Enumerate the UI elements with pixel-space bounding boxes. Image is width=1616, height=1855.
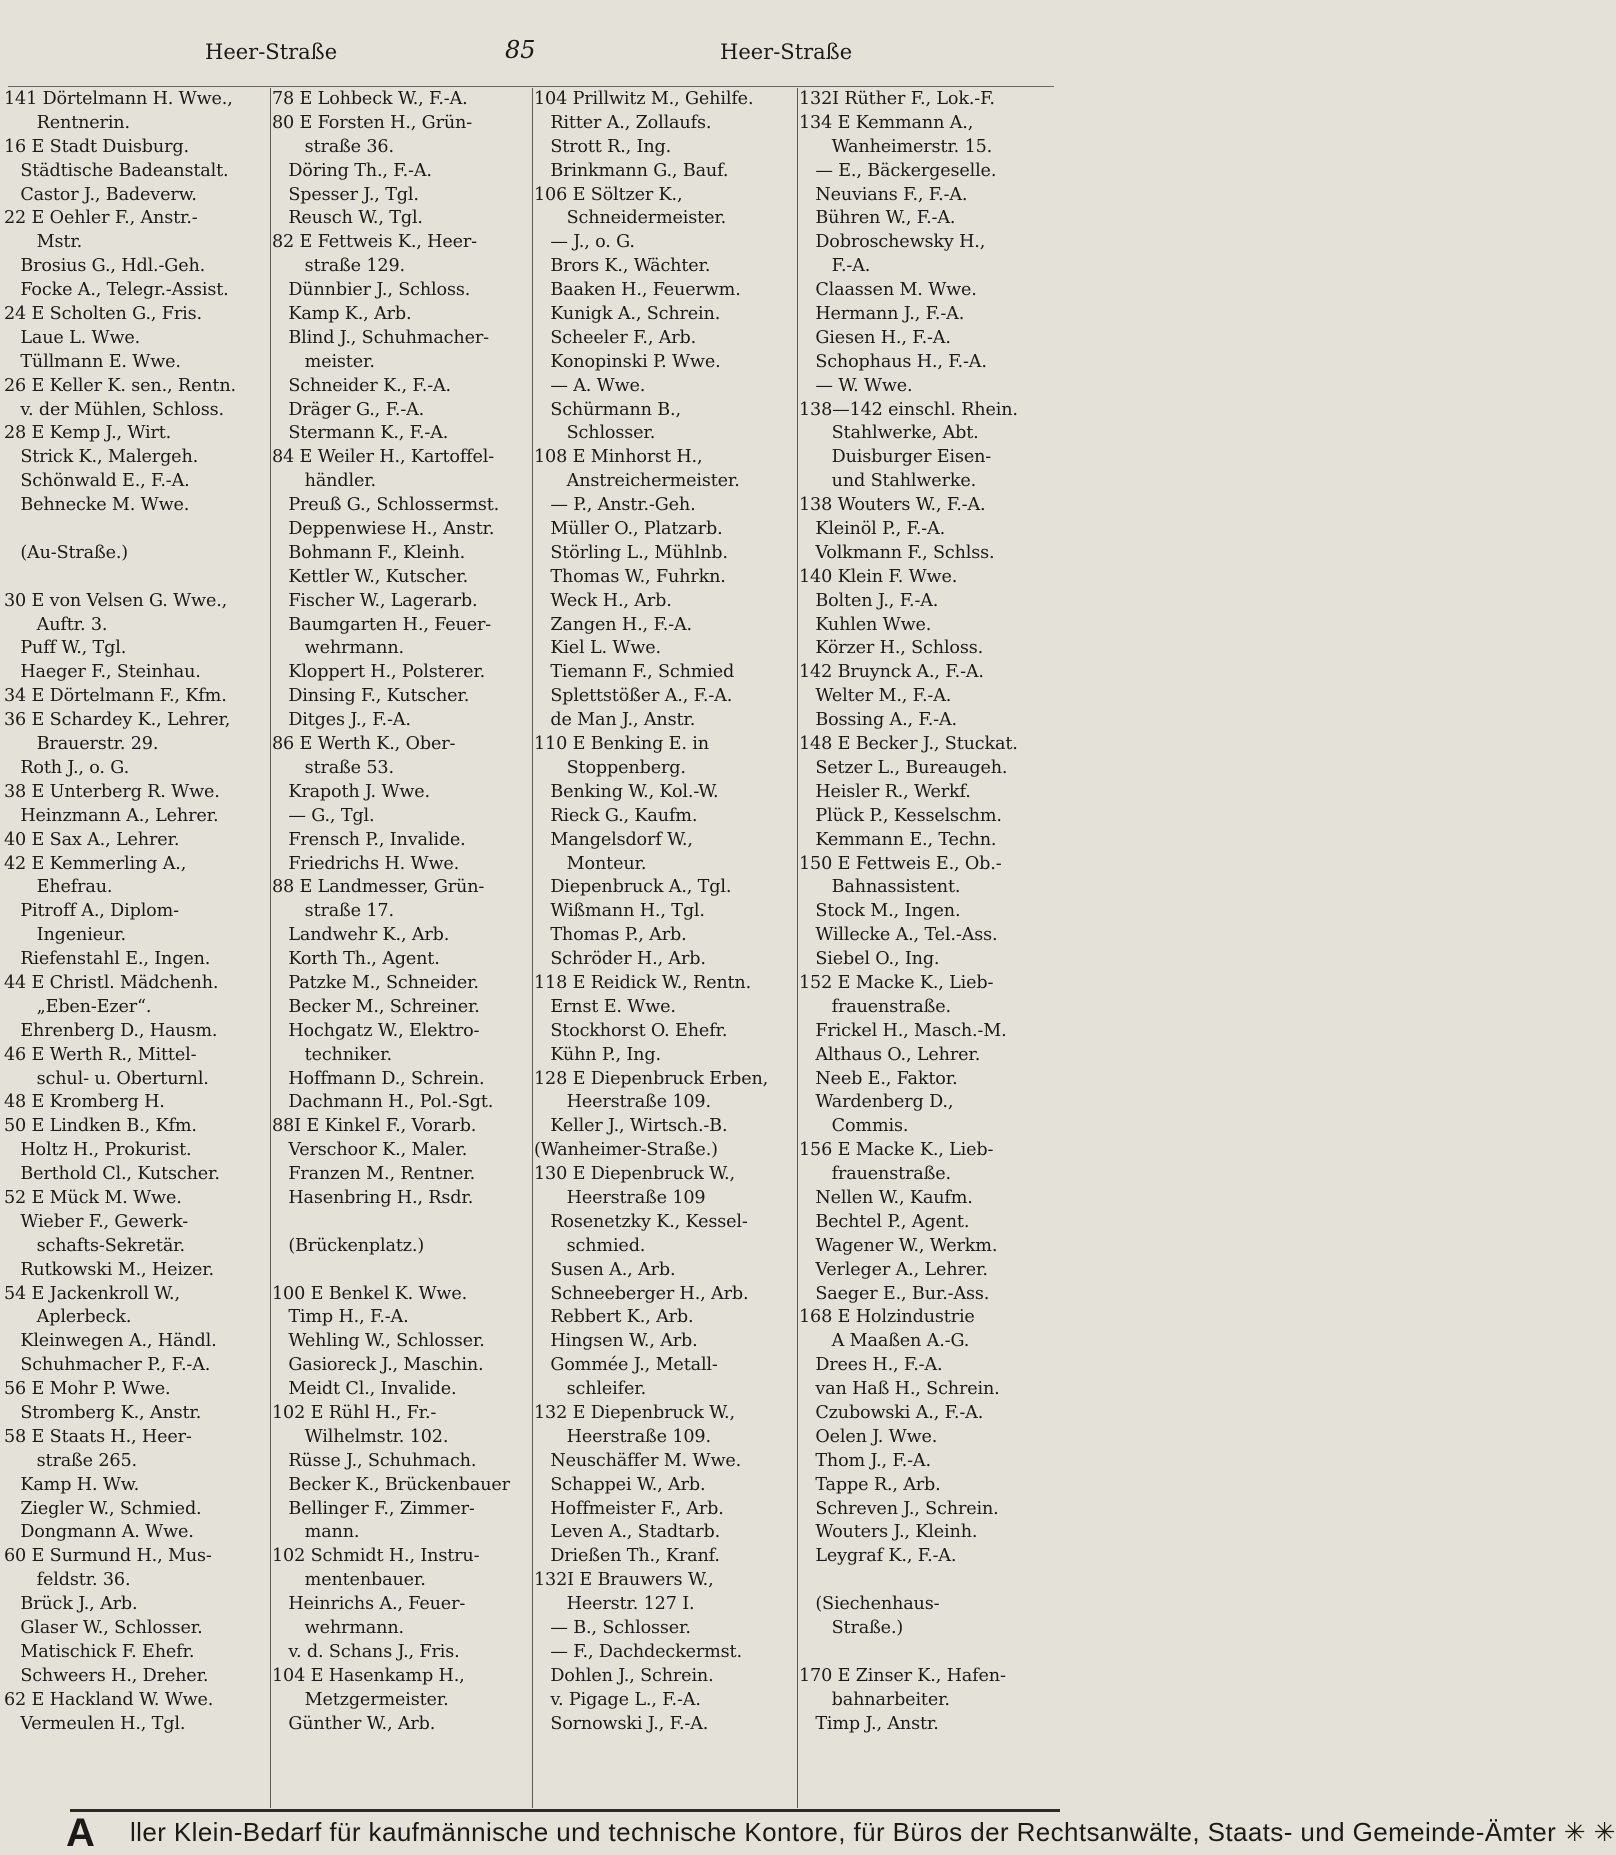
directory-entry: techniker. (272, 1044, 392, 1065)
directory-entry: straße 265. (4, 1450, 137, 1471)
directory-entry: frauenstraße. (799, 1164, 951, 1185)
directory-entry: (Au-Straße.) (4, 542, 129, 563)
directory-entry: wehrmann. (272, 1618, 404, 1638)
directory-entry: mann. (272, 1522, 360, 1543)
directory-entry: Schröder H., Arb. (534, 949, 706, 970)
directory-entry: Ingenieur. (4, 925, 126, 946)
directory-entry: Pitroff A., Diplom- (4, 901, 179, 922)
directory-entry: 168 E Holzindustrie (799, 1307, 975, 1328)
directory-entry: Baaken H., Feuerwm. (534, 280, 741, 301)
directory-entry: Kloppert H., Polsterer. (272, 662, 486, 683)
directory-entry: Schophaus H., F.-A. (799, 351, 987, 372)
directory-entry: — J., o. G. (534, 232, 635, 253)
directory-entry: Tüllmann E. Wwe. (4, 351, 181, 372)
directory-entry: Strick K., Malergeh. (4, 447, 199, 468)
directory-entry: Gasioreck J., Maschin. (272, 1355, 484, 1376)
ad-initial-letter: A (66, 1811, 95, 1855)
directory-entry: Holtz H., Prokurist. (4, 1140, 192, 1161)
directory-entry: Brauerstr. 29. (4, 734, 159, 755)
directory-entry: 140 Klein F. Wwe. (799, 566, 958, 587)
directory-entry: Neuschäffer M. Wwe. (534, 1450, 742, 1471)
directory-entry: Rosenetzky K., Kessel- (534, 1211, 748, 1232)
directory-entry: Heinrichs A., Feuer- (272, 1594, 466, 1615)
directory-entry: Susen A., Arb. (534, 1259, 676, 1280)
directory-entry: — E., Bäckergeselle. (799, 160, 997, 181)
directory-entry: 134 E Kemmann A., (799, 112, 974, 133)
directory-entry (272, 1211, 530, 1235)
directory-entry: Heisler R., Werkf. (799, 781, 971, 802)
directory-entry: Zangen H., F.-A. (534, 614, 692, 635)
directory-entry: straße 36. (272, 136, 394, 157)
directory-entry: Hoffmeister F., Arb. (534, 1498, 724, 1519)
column-divider (797, 88, 798, 1808)
column-divider (270, 88, 271, 1808)
directory-entry: 36 E Schardey K., Lehrer, (4, 710, 231, 731)
directory-entry: 132I Rüther F., Lok.-F. (799, 89, 995, 109)
directory-entry: Schneidermeister. (534, 208, 727, 229)
directory-entry: 141 Dörtelmann H. Wwe., (4, 89, 233, 109)
directory-entry: Wanheimerstr. 15. (799, 136, 993, 157)
directory-entry: Althaus O., Lehrer. (799, 1044, 981, 1065)
directory-entry (4, 566, 269, 590)
directory-entry: „Eben-Ezer“. (4, 996, 152, 1017)
directory-entry: 130 E Diepenbruck W., (534, 1164, 735, 1185)
directory-entry: Patzke M., Schneider. (272, 972, 479, 993)
directory-entry: Stahlwerke, Abt. (799, 423, 979, 444)
directory-entry: Roth J., o. G. (4, 757, 130, 778)
directory-entry: 62 E Hackland W. Wwe. (4, 1689, 214, 1710)
directory-entry: schmied. (534, 1235, 646, 1256)
directory-entry: Wagener W., Werkm. (799, 1235, 998, 1256)
directory-entry: 132I E Brauwers W., (534, 1570, 714, 1591)
directory-entry: Aplerbeck. (4, 1307, 132, 1328)
directory-entry: Heerstraße 109. (534, 1092, 711, 1113)
directory-entry: Kleinwegen A., Händl. (4, 1331, 217, 1352)
directory-entry: Brinkmann G., Bauf. (534, 160, 729, 181)
header-rule (8, 86, 1054, 87)
directory-entry: 28 E Kemp J., Wirt. (4, 423, 172, 444)
directory-entry: Schneeberger H., Arb. (534, 1283, 749, 1304)
directory-entry: Wehling W., Schlosser. (272, 1331, 485, 1352)
directory-entry: Bolten J., F.-A. (799, 590, 939, 611)
directory-entry: Franzen M., Rentner. (272, 1164, 476, 1185)
directory-entry: Wardenberg D., (799, 1092, 954, 1113)
directory-entry: 24 E Scholten G., Fris. (4, 304, 202, 325)
directory-entry: Becker K., Brückenbauer (272, 1474, 510, 1495)
directory-entry: Rutkowski M., Heizer. (4, 1259, 214, 1280)
directory-entry: Störling L., Mühlnb. (534, 542, 728, 563)
directory-entry: 142 Bruynck A., F.-A. (799, 662, 984, 683)
footer-rule (70, 1809, 1060, 1812)
directory-entry: v. d. Schans J., Fris. (272, 1641, 460, 1662)
directory-entry: Vermeulen H., Tgl. (4, 1713, 186, 1734)
column-2 (272, 88, 530, 1808)
directory-entry: 56 E Mohr P. Wwe. (4, 1379, 171, 1400)
directory-entry: Dünnbier J., Schloss. (272, 280, 471, 301)
directory-entry: Reusch W., Tgl. (272, 208, 423, 229)
directory-entry: Deppenwiese H., Anstr. (272, 519, 495, 540)
directory-entry: 110 E Benking E. in (534, 734, 709, 755)
directory-entry: Czubowski A., F.-A. (799, 1402, 984, 1423)
directory-entry: Oelen J. Wwe. (799, 1426, 938, 1447)
directory-entry: Ernst E. Wwe. (534, 996, 676, 1017)
directory-entry: 170 E Zinser K., Hafen- (799, 1665, 1006, 1686)
directory-entry: Matischick F. Ehefr. (4, 1641, 195, 1662)
directory-entry: Laue L. Wwe. (4, 327, 141, 348)
directory-entry: Dräger G., F.-A. (272, 399, 425, 420)
directory-entry: Dobroschewsky H., (799, 232, 986, 253)
directory-entry: Bühren W., F.-A. (799, 208, 956, 229)
directory-entry: Bossing A., F.-A. (799, 710, 957, 731)
directory-entry: Nellen W., Kaufm. (799, 1187, 973, 1208)
directory-entry: F.-A. (799, 256, 871, 277)
header-street-right: Heer-Straße (720, 40, 853, 64)
directory-entry: 104 E Hasenkamp H., (272, 1665, 465, 1686)
directory-entry: Heerstraße 109. (534, 1426, 711, 1447)
directory-entry: bahnarbeiter. (799, 1689, 950, 1710)
directory-entry: Müller O., Platzarb. (534, 519, 723, 540)
directory-entry: Strott R., Ing. (534, 136, 672, 157)
directory-entry: Friedrichs H. Wwe. (272, 853, 460, 874)
directory-entry: 40 E Sax A., Lehrer. (4, 829, 180, 850)
directory-entry: Anstreichermeister. (534, 471, 740, 492)
directory-entry: — G., Tgl. (272, 805, 375, 826)
directory-entry: Frensch P., Invalide. (272, 829, 466, 850)
directory-entry: — B., Schlosser. (534, 1618, 691, 1638)
directory-entry: 148 E Becker J., Stuckat. (799, 734, 1018, 755)
directory-entry: 46 E Werth R., Mittel- (4, 1044, 197, 1065)
directory-entry: Rüsse J., Schuhmach. (272, 1450, 477, 1471)
directory-entry: 48 E Kromberg H. (4, 1092, 165, 1113)
directory-entry: — P., Anstr.-Geh. (534, 495, 696, 516)
directory-entry: und Stahlwerke. (799, 471, 977, 492)
directory-entry: 152 E Macke K., Lieb- (799, 972, 994, 993)
directory-entry: Verschoor K., Maler. (272, 1140, 468, 1161)
directory-entry: Bellinger F., Zimmer- (272, 1498, 475, 1519)
directory-entry: Kemmann E., Techn. (799, 829, 997, 850)
directory-entry: Thom J., F.-A. (799, 1450, 931, 1471)
page-number: 85 (505, 36, 536, 64)
directory-entry: 30 E von Velsen G. Wwe., (4, 590, 228, 611)
directory-entry: Timp H., F.-A. (272, 1307, 409, 1328)
directory-entry: Siebel O., Ing. (799, 949, 940, 970)
directory-entry: Becker M., Schreiner. (272, 996, 480, 1017)
directory-entry: Straße.) (799, 1618, 904, 1638)
directory-entry: Hoffmann D., Schrein. (272, 1068, 485, 1089)
directory-entry: 156 E Macke K., Lieb- (799, 1140, 994, 1161)
directory-entry: Kamp H. Ww. (4, 1474, 140, 1495)
directory-entry: Schappei W., Arb. (534, 1474, 706, 1495)
directory-entry: Heinzmann A., Lehrer. (4, 805, 219, 826)
directory-entry: Rentnerin. (4, 112, 130, 133)
directory-entry: Schweers H., Dreher. (4, 1665, 209, 1686)
directory-entry: Dinsing F., Kutscher. (272, 686, 470, 707)
directory-entry: 100 E Benkel K. Wwe. (272, 1283, 468, 1304)
directory-entry: Spesser J., Tgl. (272, 184, 419, 205)
directory-entry: Ziegler W., Schmied. (4, 1498, 202, 1519)
directory-entry: Blind J., Schuhmacher- (272, 327, 489, 348)
directory-entry: Setzer L., Bureaugeh. (799, 757, 1008, 778)
directory-columns (4, 88, 1054, 1808)
directory-entry: Duisburger Eisen- (799, 447, 992, 468)
directory-entry: Stromberg K., Anstr. (4, 1402, 202, 1423)
directory-entry: Heerstr. 127 I. (534, 1594, 695, 1615)
column-divider (532, 88, 533, 1808)
directory-entry: 38 E Unterberg R. Wwe. (4, 781, 220, 802)
directory-entry: Wilhelmstr. 102. (272, 1426, 449, 1447)
directory-entry: 78 E Lohbeck W., F.-A. (272, 89, 468, 109)
directory-entry: — W. Wwe. (799, 375, 913, 396)
directory-entry: schul- u. Oberturnl. (4, 1068, 209, 1089)
directory-entry: Thomas W., Fuhrkn. (534, 566, 726, 587)
directory-entry: schafts-Sekretär. (4, 1235, 185, 1256)
directory-entry: Scheeler F., Arb. (534, 327, 697, 348)
directory-entry: Döring Th., F.-A. (272, 160, 432, 181)
directory-entry: Drießen Th., Kranf. (534, 1546, 720, 1567)
directory-entry: 80 E Forsten H., Grün- (272, 112, 472, 133)
directory-entry: Krapoth J. Wwe. (272, 781, 430, 802)
directory-entry: straße 17. (272, 901, 394, 922)
directory-entry: v. Pigage L., F.-A. (534, 1689, 701, 1710)
page-header (0, 36, 1156, 76)
directory-entry: Timp J., Anstr. (799, 1713, 939, 1734)
directory-entry: Baumgarten H., Feuer- (272, 614, 492, 635)
directory-entry: Schürmann B., (534, 399, 681, 420)
directory-entry: händler. (272, 471, 376, 492)
directory-entry: Bohmann F., Kleinh. (272, 542, 466, 563)
directory-entry: (Brückenplatz.) (272, 1235, 425, 1256)
directory-entry: Meidt Cl., Invalide. (272, 1379, 457, 1400)
directory-entry: Verleger A., Lehrer. (799, 1259, 988, 1280)
directory-entry: Schlosser. (534, 423, 656, 444)
directory-entry: 82 E Fettweis K., Heer- (272, 232, 477, 253)
directory-entry: Wouters J., Kleinh. (799, 1522, 978, 1543)
directory-entry: Berthold Cl., Kutscher. (4, 1164, 220, 1185)
directory-entry: A Maaßen A.-G. (799, 1331, 970, 1352)
directory-entry: Kettler W., Kutscher. (272, 566, 469, 587)
directory-entry: 88 E Landmesser, Grün- (272, 877, 485, 898)
directory-entry: Kunigk A., Schrein. (534, 304, 721, 325)
directory-entry: Plück P., Kesselschm. (799, 805, 1002, 826)
directory-entry: straße 129. (272, 256, 405, 277)
directory-entry: Mstr. (4, 232, 83, 253)
directory-entry: Stockhorst O. Ehefr. (534, 1020, 728, 1041)
directory-entry: 128 E Diepenbruck Erben, (534, 1068, 769, 1089)
directory-entry: Frickel H., Masch.-M. (799, 1020, 1007, 1041)
directory-entry: (Siechenhaus- (799, 1594, 940, 1615)
directory-entry: Kleinöl P., F.-A. (799, 519, 946, 540)
directory-entry: Hasenbring H., Rsdr. (272, 1187, 474, 1208)
directory-entry: Glaser W., Schlosser. (4, 1618, 203, 1638)
directory-entry: Dohlen J., Schrein. (534, 1665, 714, 1686)
directory-entry: Giesen H., F.-A. (799, 327, 951, 348)
directory-entry: Leygraf K., F.-A. (799, 1546, 957, 1567)
directory-entry: Brück J., Arb. (4, 1594, 138, 1615)
directory-entry: Brosius G., Hdl.-Geh. (4, 256, 206, 277)
directory-entry: 138—142 einschl. Rhein. (799, 399, 1018, 420)
directory-entry: Günther W., Arb. (272, 1713, 436, 1734)
directory-entry: 132 E Diepenbruck W., (534, 1402, 735, 1423)
directory-entry: Rebbert K., Arb. (534, 1307, 694, 1328)
directory-entry (4, 518, 269, 542)
directory-entry: 44 E Christl. Mädchenh. (4, 972, 219, 993)
directory-entry: Weck H., Arb. (534, 590, 672, 611)
directory-entry: 54 E Jackenkroll W., (4, 1283, 180, 1304)
directory-entry: — A. Wwe. (534, 375, 646, 396)
column-3 (534, 88, 796, 1808)
directory-entry: Kuhlen Wwe. (799, 614, 932, 635)
directory-entry: Heerstraße 109 (534, 1187, 706, 1208)
directory-entry: — F., Dachdeckermst. (534, 1641, 742, 1662)
directory-entry: Stoppenberg. (534, 757, 686, 778)
directory-entry: Auftr. 3. (4, 614, 108, 635)
directory-entry: 42 E Kemmerling A., (4, 853, 187, 874)
directory-entry: Keller J., Wirtsch.-B. (534, 1116, 728, 1137)
directory-entry: Ehefrau. (4, 877, 113, 898)
directory-entry: meister. (272, 351, 375, 372)
directory-entry: van Haß H., Schrein. (799, 1379, 1000, 1400)
directory-entry: Schönwald E., F.-A. (4, 471, 190, 492)
directory-entry: 60 E Surmund H., Mus- (4, 1546, 212, 1567)
directory-entry (272, 1259, 530, 1283)
directory-entry: feldstr. 36. (4, 1570, 131, 1591)
directory-entry: 88I E Kinkel F., Vorarb. (272, 1116, 477, 1137)
directory-entry (799, 1641, 1057, 1665)
directory-entry: 16 E Stadt Duisburg. (4, 136, 189, 157)
directory-entry: Schneider K., F.-A. (272, 375, 451, 396)
directory-entry: frauenstraße. (799, 996, 951, 1017)
directory-entry: Drees H., F.-A. (799, 1355, 943, 1376)
directory-entry: Dongmann A. Wwe. (4, 1522, 194, 1543)
directory-entry: Ehrenberg D., Hausm. (4, 1020, 218, 1041)
directory-entry: Tiemann F., Schmied (534, 662, 735, 683)
directory-entry: 84 E Weiler H., Kartoffel- (272, 447, 495, 468)
directory-entry: 106 E Söltzer K., (534, 184, 683, 205)
directory-entry: Thomas P., Arb. (534, 925, 687, 946)
directory-entry: Welter M., F.-A. (799, 686, 952, 707)
directory-entry: Landwehr K., Arb. (272, 925, 450, 946)
directory-entry: Wieber F., Gewerk- (4, 1211, 189, 1232)
directory-entry: 138 Wouters W., F.-A. (799, 495, 986, 516)
directory-entry: Puff W., Tgl. (4, 638, 127, 659)
directory-entry: 34 E Dörtelmann F., Kfm. (4, 686, 227, 707)
directory-entry: Bahnassistent. (799, 877, 961, 898)
directory-entry: schleifer. (534, 1379, 647, 1400)
directory-entry: Behnecke M. Wwe. (4, 495, 190, 516)
directory-entry: Bechtel P., Agent. (799, 1211, 970, 1232)
directory-entry: Korth Th., Agent. (272, 949, 440, 970)
directory-entry: 150 E Fettweis E., Ob.- (799, 853, 1002, 874)
directory-entry: 26 E Keller K. sen., Rentn. (4, 375, 236, 396)
directory-entry: Castor J., Badeverw. (4, 184, 197, 205)
directory-entry: Hochgatz W., Elektro- (272, 1020, 480, 1041)
directory-entry: Preuß G., Schlossermst. (272, 495, 500, 516)
directory-entry: v. der Mühlen, Schloss. (4, 399, 224, 420)
directory-entry: 22 E Oehler F., Anstr.- (4, 208, 198, 229)
directory-entry: Rieck G., Kaufm. (534, 805, 698, 826)
directory-entry: Splettstößer A., F.-A. (534, 686, 733, 707)
directory-entry: 108 E Minhorst H., (534, 447, 703, 468)
directory-entry: Focke A., Telegr.-Assist. (4, 280, 229, 301)
directory-entry: Haeger F., Steinhau. (4, 662, 201, 683)
directory-entry: (Wanheimer-Straße.) (534, 1140, 718, 1161)
directory-entry: Stock M., Ingen. (799, 901, 961, 922)
directory-entry: 102 Schmidt H., Instru- (272, 1546, 480, 1567)
directory-entry: Körzer H., Schloss. (799, 638, 984, 659)
directory-entry: wehrmann. (272, 638, 404, 659)
directory-entry: Volkmann F., Schlss. (799, 542, 995, 563)
directory-entry: Mangelsdorf W., (534, 829, 693, 850)
directory-entry (799, 1569, 1057, 1593)
directory-entry: 52 E Mück M. Wwe. (4, 1187, 182, 1208)
directory-entry: Wißmann H., Tgl. (534, 901, 705, 922)
directory-entry: Leven A., Stadtarb. (534, 1522, 721, 1543)
directory-entry: Kühn P., Ing. (534, 1044, 661, 1065)
directory-entry: Dachmann H., Pol.-Sgt. (272, 1092, 494, 1113)
directory-entry: Kiel L. Wwe. (534, 638, 661, 659)
directory-entry: Hingsen W., Arb. (534, 1331, 698, 1352)
directory-entry: Willecke A., Tel.-Ass. (799, 925, 998, 946)
directory-entry: Metzgermeister. (272, 1689, 449, 1710)
directory-entry: Schreven J., Schrein. (799, 1498, 999, 1519)
directory-entry: 102 E Rühl H., Fr.- (272, 1402, 437, 1423)
directory-entry: Diepenbruck A., Tgl. (534, 877, 732, 898)
directory-entry: Gommée J., Metall- (534, 1355, 718, 1376)
ad-text: ller Klein-Bedarf für kaufmännische und technische Kontore, für Büros der Rechtsanwälte, Staats- und Gemeinde-Ämter ✳ ✳ (130, 1817, 1616, 1847)
directory-entry: Saeger E., Bur.-Ass. (799, 1283, 990, 1304)
directory-entry: Ritter A., Zollaufs. (534, 112, 712, 133)
directory-entry: Tappe R., Arb. (799, 1474, 941, 1495)
directory-entry: Monteur. (534, 853, 647, 874)
directory-entry: Sornowski J., F.-A. (534, 1713, 709, 1734)
directory-entry: 58 E Staats H., Heer- (4, 1426, 192, 1447)
directory-entry: mentenbauer. (272, 1570, 426, 1591)
directory-entry: Claassen M. Wwe. (799, 280, 977, 301)
directory-entry: Neuvians F., F.-A. (799, 184, 968, 205)
directory-entry: Konopinski P. Wwe. (534, 351, 721, 372)
directory-entry: 118 E Reidick W., Rentn. (534, 972, 752, 993)
directory-entry: Hermann J., F.-A. (799, 304, 965, 325)
directory-entry: Riefenstahl E., Ingen. (4, 949, 211, 970)
directory-entry: Brors K., Wächter. (534, 256, 711, 277)
directory-entry: Fischer W., Lagerarb. (272, 590, 478, 611)
directory-entry: Schuhmacher P., F.-A. (4, 1355, 211, 1376)
directory-entry: Stermann K., F.-A. (272, 423, 449, 444)
column-1 (4, 88, 269, 1808)
footer-advertisement (0, 1811, 1616, 1855)
directory-entry: de Man J., Anstr. (534, 710, 696, 731)
directory-entry: Commis. (799, 1116, 909, 1137)
directory-entry: Kamp K., Arb. (272, 304, 412, 325)
directory-entry: 50 E Lindken B., Kfm. (4, 1116, 197, 1137)
directory-entry: straße 53. (272, 757, 394, 778)
directory-entry: Ditges J., F.-A. (272, 710, 411, 731)
directory-entry: 86 E Werth K., Ober- (272, 734, 456, 755)
header-street-left: Heer-Straße (205, 40, 338, 64)
directory-entry: Neeb E., Faktor. (799, 1068, 958, 1089)
directory-entry: Städtische Badeanstalt. (4, 160, 229, 181)
directory-entry: Benking W., Kol.-W. (534, 781, 719, 802)
column-4 (799, 88, 1057, 1808)
directory-entry: 104 Prillwitz M., Gehilfe. (534, 89, 754, 109)
